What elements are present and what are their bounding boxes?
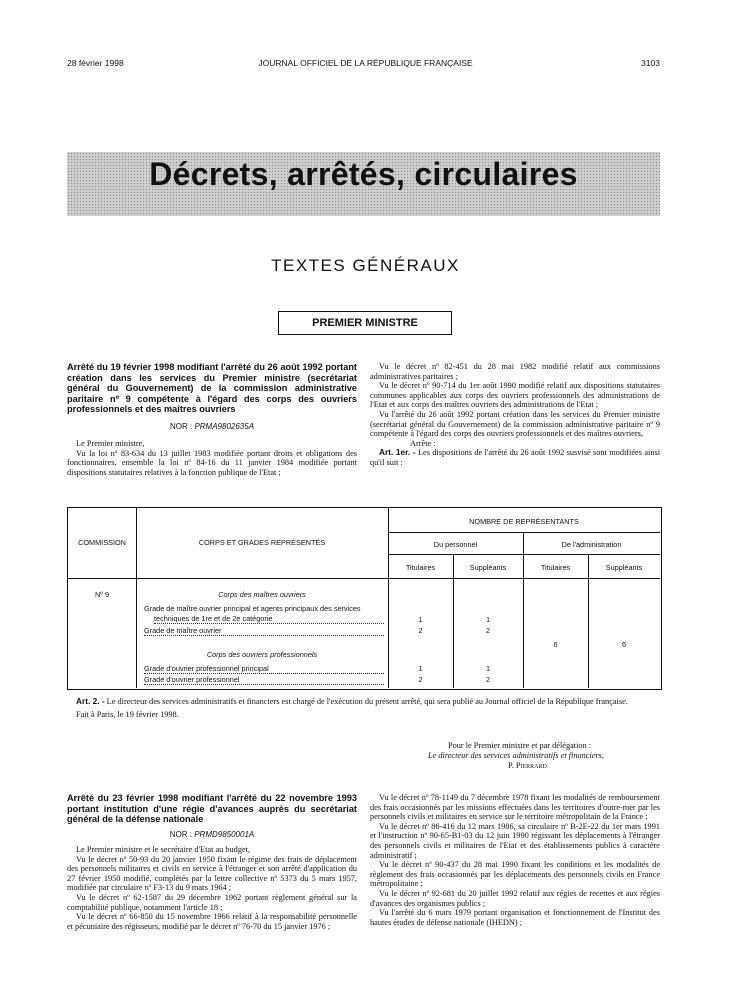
paragraph: Vu le décret nº 66-850 du 15 novembre 1966 relatif à la responsabilité personnelle et pécuniaire des régisseurs, modifié par le décret nº 76-70 du 15 janvier 1976 ; <box>67 912 357 931</box>
article2-nor-value: PRMD9850001A <box>194 829 255 839</box>
article1-right-column <box>370 362 660 468</box>
grade-label: Grade de maître ouvrier principal et agents principaux des services <box>144 604 361 613</box>
issue-date: 28 février 1998 <box>67 58 124 68</box>
paragraph: Vu le décret nº 62-1587 du 29 décembre 1962 portant règlement général sur la comptabilité publique, notamment l'article 18 ; <box>67 893 357 912</box>
section-title: TEXTES GÉNÉRAUX <box>271 256 460 275</box>
grade-label: Grade d'ouvrier professionnel principal <box>144 664 384 674</box>
section-banner <box>67 152 660 216</box>
paragraph: Vu le décret nº 82-451 du 28 mai 1982 modifié relatif aux commissions administratives paritaires ; <box>370 362 660 381</box>
header-titulaires: Titulaires <box>405 563 436 572</box>
grade-label: Grade de maître ouvrier <box>144 626 384 636</box>
banner-title: Décrets, arrêtés, circulaires <box>149 156 578 192</box>
group-label: Corps des maîtres ouvriers <box>218 590 306 599</box>
header-nombre: NOMBRE DE REPRÉSENTANTS <box>469 517 579 526</box>
paragraph: Arrête : <box>410 438 436 448</box>
page-number: 3103 <box>641 58 660 68</box>
paragraph: Vu le décret nº 50-93 du 20 janvier 1950 fixant le régime des frais de déplacement des personnels militaires et civils en service à l'étranger et son arrêté d'application du 27 février 1950 modifié, complétés par la lettre collective nº 5373 du 5 mars 1957, modifiée par circulaire nº F3-13 du 9 mars 1964 ; <box>67 854 357 893</box>
representatives-table <box>67 507 662 690</box>
signature-block <box>360 741 655 771</box>
article2-right-column <box>370 793 660 927</box>
ministry-box <box>278 311 452 335</box>
done-at: Fait à Paris, le 19 février 1998. <box>76 709 179 719</box>
paragraph: Vu la loi nº 83-634 du 13 juillet 1983 modifiée portant droits et obligations des fonctionnaires, ensemble la loi nº 84-16 du 11 janvier 1984 modifiée portant dispositions statutaires relatives à la fonction publique de l'Etat ; <box>67 448 357 477</box>
grade-label: techniques de 1re et de 2e catégorie <box>154 614 384 624</box>
article1-art2: Art. 2. - Le directeur des services administratifs et financiers est chargé de l'exécution du présent arrêté, qui sera publié au Journal officiel de la République française. Fait à Paris, le 19 février 1998. <box>67 697 660 719</box>
journal-title: JOURNAL OFFICIEL DE LA RÉPUBLIQUE FRANÇAISE <box>258 58 473 68</box>
article1-nor: NOR : PRMA9802635A <box>169 421 255 431</box>
header-administration: De l'administration <box>561 540 622 549</box>
header-titulaires: Titulaires <box>540 563 571 572</box>
ministry-label: PREMIER MINISTRE <box>312 317 418 329</box>
titulaires-value: 1 <box>418 664 423 673</box>
titulaires-value: 2 <box>418 626 423 635</box>
article1-left-column <box>67 362 357 477</box>
article1-nor-value: PRMA9802635A <box>194 421 255 431</box>
titulaires-value: 1 <box>418 615 423 624</box>
admin-suppleants-value: 6 <box>621 640 627 649</box>
paragraph: Le Premier ministre, <box>76 439 145 449</box>
header-commission: COMMISSION <box>78 538 126 547</box>
paragraph: Vu le décret nº 90-437 du 28 mai 1990 fixant les conditions et les modalités de règlement des frais occasionnés par les déplacements des personnels civils en France métropolitaine ; <box>370 860 660 889</box>
paragraph: Vu le décret nº 86-416 du 12 mars 1986, sa circulaire nº B-2E-22 du 1er mars 1991 et l'instruction nº 90-65-B1-03 du 12 juin 1990 régissant les déplacements à l'étranger des personnels civils et militaires de l'Etat et des établissements publics à caractère administratif ; <box>370 821 660 860</box>
suppleants-value: 2 <box>485 675 491 684</box>
commission-number: Nº 9 <box>94 590 110 599</box>
header-suppleants: Suppléants <box>605 563 643 572</box>
titulaires-value: 2 <box>418 675 423 684</box>
article1-title: Arrêté du 19 février 1998 modifiant l'arrêté du 26 août 1992 portant création dans les services du Premier ministre (secrétariat général du Gouvernement) de la commission administrative paritaire nº 9 compétente à l'égard des corps des ouvriers professionnels et des maîtres ouvriers <box>67 362 357 414</box>
paragraph: Vu le décret nº 78-1149 du 7 décembre 1978 fixant les modalités de remboursement des frais occasionnés par les missions effectuées dans les territoires d'outre-mer par les personnels civils et militaires en service sur le territoire métropolitain de la France ; <box>370 793 660 822</box>
signature-title: Le directeur des services administratifs et financiers, <box>428 751 604 760</box>
article2-left-column <box>67 793 357 931</box>
paragraph: Vu l'arrêté du 26 août 1992 portant création dans les services du Premier ministre (secrétariat général du Gouvernement) de la commission administrative paritaire nº 9 compétente à l'égard des corps des ouvriers professionnels et des maîtres ouvriers, <box>370 409 660 439</box>
suppleants-value: 2 <box>485 626 491 635</box>
suppleants-value: 1 <box>485 664 491 673</box>
header-suppleants: Suppléants <box>469 563 507 572</box>
signature-line: Pour le Premier ministre et par délégation : <box>448 741 592 750</box>
signature-name: P. Pierrard <box>508 761 547 770</box>
header-personnel: Du personnel <box>433 540 478 549</box>
suppleants-value: 1 <box>485 615 491 624</box>
paragraph: Vu le décret nº 92-681 du 20 juillet 1992 relatif aux régies de recettes et aux régies d'avances des organismes publics ; <box>370 888 660 908</box>
header-corps: CORPS ET GRADES REPRÉSENTÉS <box>198 538 326 547</box>
article2-nor: NOR : PRMD9850001A <box>169 829 255 839</box>
grade-label: Grade d'ouvrier professionnel <box>144 675 384 685</box>
article2-title: Arrêté du 23 février 1998 modifiant l'arrêté du 22 novembre 1993 portant institution d'une régie d'avances auprès du secrétariat général de la défense nationale <box>67 793 357 824</box>
paragraph: Le Premier ministre et le secrétaire d'Etat au budget, <box>76 845 251 855</box>
paragraph: Vu le décret nº 90-714 du 1er août 1990 modifié relatif aux dispositions statutaires communes applicables aux corps des ouvriers professionnels des administrations de l'Etat et aux corps des maîtres ouvriers des administrations de l'Etat ; <box>370 381 660 410</box>
article1-art1: Art. 1er. - Les dispositions de l'arrêté du 26 août 1992 susvisé sont modifiées ainsi qu'il suit : <box>370 447 661 467</box>
group-label: Corps des ouvriers professionnels <box>206 650 318 659</box>
admin-titulaires-value: 6 <box>553 640 558 649</box>
paragraph: Vu l'arrêté du 6 mars 1979 portant organisation et fonctionnement de l'Institut des hautes études de défense nationale (IHEDN) ; <box>370 908 660 927</box>
